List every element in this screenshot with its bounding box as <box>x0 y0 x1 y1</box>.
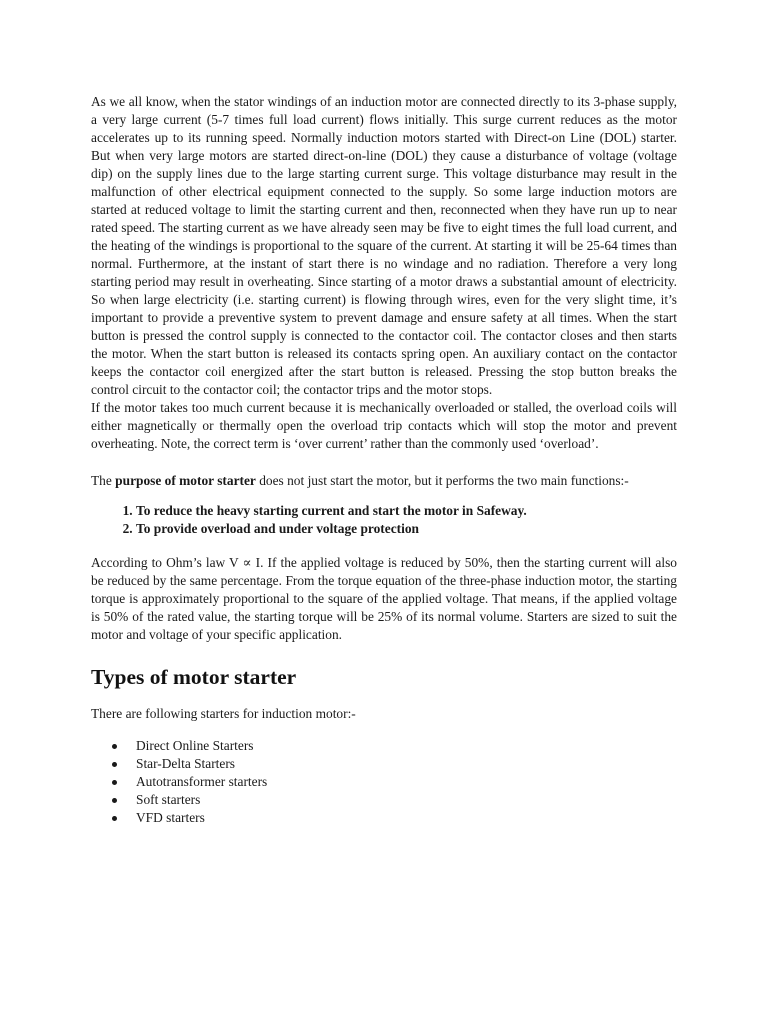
starter-item <box>136 791 677 809</box>
intro-paragraph <box>91 93 677 453</box>
starter-label: Star-Delta Starters <box>136 756 236 771</box>
intro-text: As we all know, when the stator windings of an induction motor are connected directly to its 3-phase supply, a very large current (5-7 times full load current) flows initially. This surge current reduces as the motor accelerates up to its running speed. Normally induction motors started with Direct-on Line (DOL) starter. But when very large motors are started direct-on-line (DOL) they cause a disturbance of voltage (voltage dip) on the supply lines due to the large starting current surge. This voltage disturbance may result in the malfunction of other electrical equipment connected to the supply. So some large induction motors are started at reduced voltage to limit the starting current and then, reconnected when they have run up to near rated speed. The starting current as we have already seen may be five to eight times the full load current, and the heating of the windings is proportional to the square of the current. At starting it will be 25-64 times than normal. Furthermore, at the instant of start there is no windage and no radiation. Therefore a very long starting period may result in overheating. Since starting of a motor draws a substantial amount of electricity. So when large electricity (i.e. starting current) is flowing through wires, even for the very slight time, it’s important to provide a preventive system to prevent damage and ensure safety at all times. When the start button is pressed the control supply is connected to the contactor coil. The contactor closes and then starts the motor. When the start button is released its contacts spring open. An auxiliary contact on the contactor keeps the contactor coil energized after the start button is released. Pressing the stop button breaks the control circuit to the contactor coil; the contactor trips and the motor stops. <box>91 94 677 397</box>
starters-list <box>91 737 677 827</box>
bullet-icon <box>112 816 117 821</box>
starters-intro-paragraph: There are following starters for induction motor:- <box>91 706 356 721</box>
function-item: 2. To provide overload and under voltage protection <box>136 520 677 538</box>
bullet-icon <box>112 780 117 785</box>
document-page <box>91 93 677 827</box>
purpose-paragraph <box>91 472 677 490</box>
starter-item <box>136 809 677 827</box>
functions-list <box>91 502 677 538</box>
purpose-suffix: does not just start the motor, but it performs the two main functions:- <box>255 473 629 488</box>
bullet-icon <box>112 762 117 767</box>
starter-label: Direct Online Starters <box>136 738 254 753</box>
bullet-icon <box>112 798 117 803</box>
purpose-prefix: The <box>91 473 116 488</box>
ohm-law-paragraph: According to Ohm’s law V ∝ I. If the applied voltage is reduced by 50%, then the starting current will also be reduced by the same percentage. From the torque equation of the three-phase induction motor, the starting torque is approximately proportional to the square of the applied voltage. That means, if the applied voltage is 50% of the rated value, the starting torque will be 25% of its normal volume. Starters are sized to suit the motor and voltage of your specific application. <box>91 555 677 642</box>
intro-continuation-text: If the motor takes too much current because it is mechanically overloaded or stalled, the overload coils will either magnetically or thermally open the overload trip contacts which will stop the motor and prevent overheating. Note, the correct term is ‘over current’ rather than the commonly used ‘overload’. <box>91 400 677 451</box>
function-item: 1. To reduce the heavy starting current and start the motor in Safeway. <box>136 502 677 520</box>
starter-item <box>136 737 677 755</box>
starter-item <box>136 773 677 791</box>
bullet-icon <box>112 744 117 749</box>
starter-item <box>136 755 677 773</box>
starter-label: VFD starters <box>136 810 205 825</box>
starter-label: Soft starters <box>136 792 201 807</box>
section-heading: Types of motor starter <box>91 665 297 689</box>
purpose-bold-term: purpose of motor starter <box>115 473 256 488</box>
starter-label: Autotransformer starters <box>136 774 268 789</box>
